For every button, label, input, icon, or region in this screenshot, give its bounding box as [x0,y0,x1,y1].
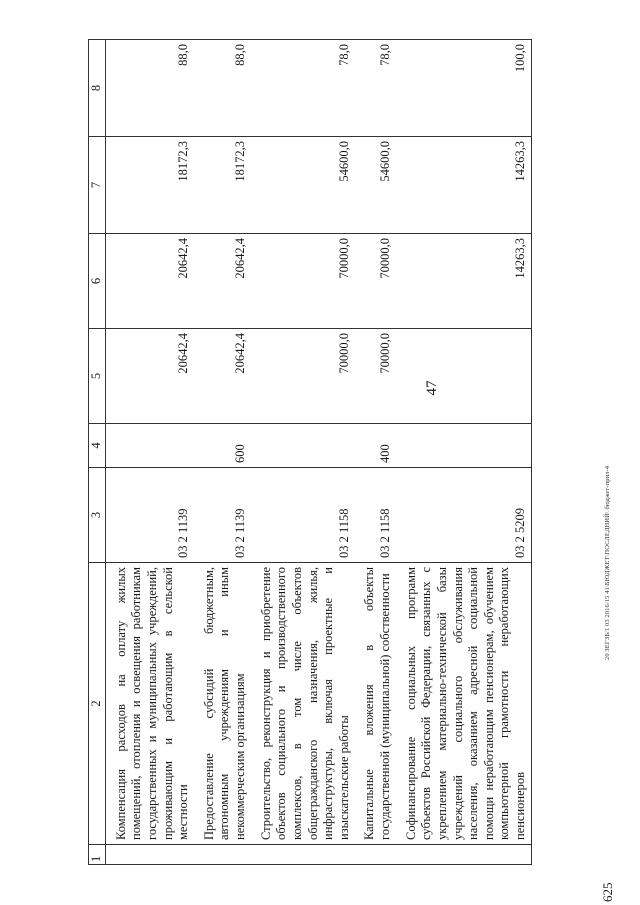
row-value-col7: 14263,3 [396,137,532,234]
row-value-col6: 20642,4 [194,234,251,329]
row-code: 03 2 5209 [396,468,532,563]
table-header-cell: 7 [89,137,106,234]
page-number: 47 [424,380,440,396]
row-value-col8: 88,0 [105,40,194,137]
row-value-col7: 18172,3 [194,137,251,234]
table-header-cell: 4 [89,424,106,468]
row-description: Компенсация расходов на оплату жилых помещений, отопления и освещения работникам государственных и муниципальных учреждений, проживающим и работающим в сельской местности [105,563,194,845]
table-header-cell: 6 [89,234,106,329]
rotated-table-container [88,40,538,865]
row-expense-type [105,424,194,468]
row-expense-type [396,424,532,468]
row-code: 03 2 1139 [194,468,251,563]
table-row [354,40,395,865]
row-code: 03 2 1139 [105,468,194,563]
row-description: Строительство, реконструкция и приобретение объектов социального и производственного комплексов, в том числе объектов общегражданского назначения, жилья, инфраструктуры, включая проектные и изыскательские работы [251,563,355,845]
sheet-number: 625 [600,882,615,902]
row-expense-type [251,424,355,468]
table-row [396,40,532,865]
table-row [251,40,355,865]
row-description: Софинансирование социальных программ субъектов Российской Федерации, связанных с укреплением материально-технической базы учреждений социального обслуживания населения, оказанием адресной социальной помощи неработающим пенсионерам, обучением компьютерной грамотности неработающих пенсионеров [396,563,532,845]
table-header-cell: 3 [89,468,106,563]
row-value-col6: 20642,4 [105,234,194,329]
row-expense-type: 600 [194,424,251,468]
table-row [194,40,251,865]
row-code: 03 2 1158 [251,468,355,563]
footer-file-path: 20 ЗЕГЗБ/1 03 2016/15 41\БЮДЖЕТ\ПОСЛЕДНИЙ\ бюджет-прил-4 [604,465,611,660]
table-header-row [89,40,106,865]
row-value-col6: 14263,3 [396,234,532,329]
row-value-col8: 78,0 [354,40,395,137]
row-value-col7: 54600,0 [354,137,395,234]
row-value-col8: 78,0 [251,40,355,137]
row-description: Предоставление субсидий бюджетным, автономным учреждениям и иным некоммерческим организациям [194,563,251,845]
table-row [105,40,194,865]
row-value-col5: 20642,4 [194,329,251,424]
row-value-col5: 70000,0 [354,329,395,424]
row-value-col6: 70000,0 [251,234,355,329]
row-value-col7: 54600,0 [251,137,355,234]
table-header-cell: 1 [89,845,106,865]
row-value-col8: 100,0 [396,40,532,137]
row-value-col5: 20642,4 [105,329,194,424]
table-header-cell: 2 [89,563,106,845]
row-value-col8: 88,0 [194,40,251,137]
table-header-cell: 5 [89,329,106,424]
row-value-col5 [396,329,532,424]
table-header-cell: 8 [89,40,106,137]
row-description: Капитальные вложения в объекты государственной (муниципальной) собственности [354,563,395,845]
budget-table [88,39,532,865]
row-code: 03 2 1158 [354,468,395,563]
row-value-col7: 18172,3 [105,137,194,234]
row-expense-type: 400 [354,424,395,468]
row-value-col6: 70000,0 [354,234,395,329]
row-value-col5: 70000,0 [251,329,355,424]
